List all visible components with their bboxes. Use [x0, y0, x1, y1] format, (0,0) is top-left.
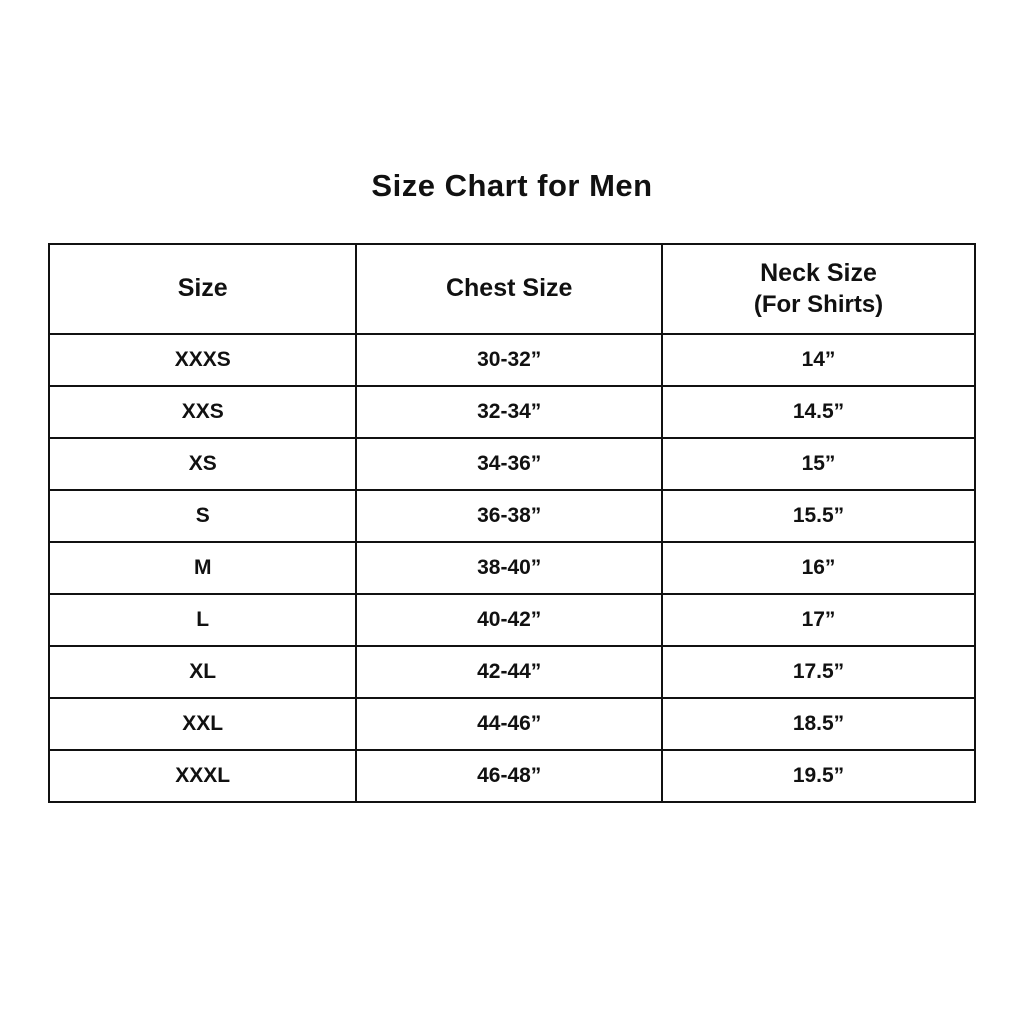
neck-cell: 14”: [662, 334, 975, 386]
size-cell: XXXS: [49, 334, 356, 386]
chest-cell: 44-46”: [356, 698, 662, 750]
table-row: [49, 594, 975, 646]
neck-size-label: Neck Size: [760, 259, 877, 288]
table-row: [49, 334, 975, 386]
neck-cell: 19.5”: [662, 750, 975, 802]
neck-cell: 17.5”: [662, 646, 975, 698]
table-row: [49, 542, 975, 594]
size-cell: XXS: [49, 386, 356, 438]
size-cell: S: [49, 490, 356, 542]
size-cell: XXL: [49, 698, 356, 750]
size-cell: L: [49, 594, 356, 646]
table-row: [49, 386, 975, 438]
chest-cell: 40-42”: [356, 594, 662, 646]
neck-size-sublabel: (For Shirts): [753, 290, 884, 318]
table-row: [49, 490, 975, 542]
table-row: [49, 646, 975, 698]
size-cell: XL: [49, 646, 356, 698]
page-title: Size Chart for Men: [371, 168, 653, 203]
neck-cell: 17”: [662, 594, 975, 646]
chest-cell: 38-40”: [356, 542, 662, 594]
column-header-neck-size: [662, 244, 975, 334]
chest-cell: 32-34”: [356, 386, 662, 438]
neck-cell: 16”: [662, 542, 975, 594]
chest-cell: 36-38”: [356, 490, 662, 542]
table-header-row: [49, 244, 975, 334]
neck-cell: 18.5”: [662, 698, 975, 750]
chest-cell: 34-36”: [356, 438, 662, 490]
table-row: [49, 698, 975, 750]
column-header-size: Size: [49, 244, 356, 334]
size-cell: M: [49, 542, 356, 594]
size-chart-table: [48, 243, 976, 803]
column-header-chest-size: Chest Size: [356, 244, 662, 334]
table-row: [49, 750, 975, 802]
neck-cell: 15.5”: [662, 490, 975, 542]
chest-cell: 30-32”: [356, 334, 662, 386]
chest-cell: 46-48”: [356, 750, 662, 802]
neck-cell: 14.5”: [662, 386, 975, 438]
chest-cell: 42-44”: [356, 646, 662, 698]
size-cell: XS: [49, 438, 356, 490]
size-cell: XXXL: [49, 750, 356, 802]
neck-cell: 15”: [662, 438, 975, 490]
table-row: [49, 438, 975, 490]
